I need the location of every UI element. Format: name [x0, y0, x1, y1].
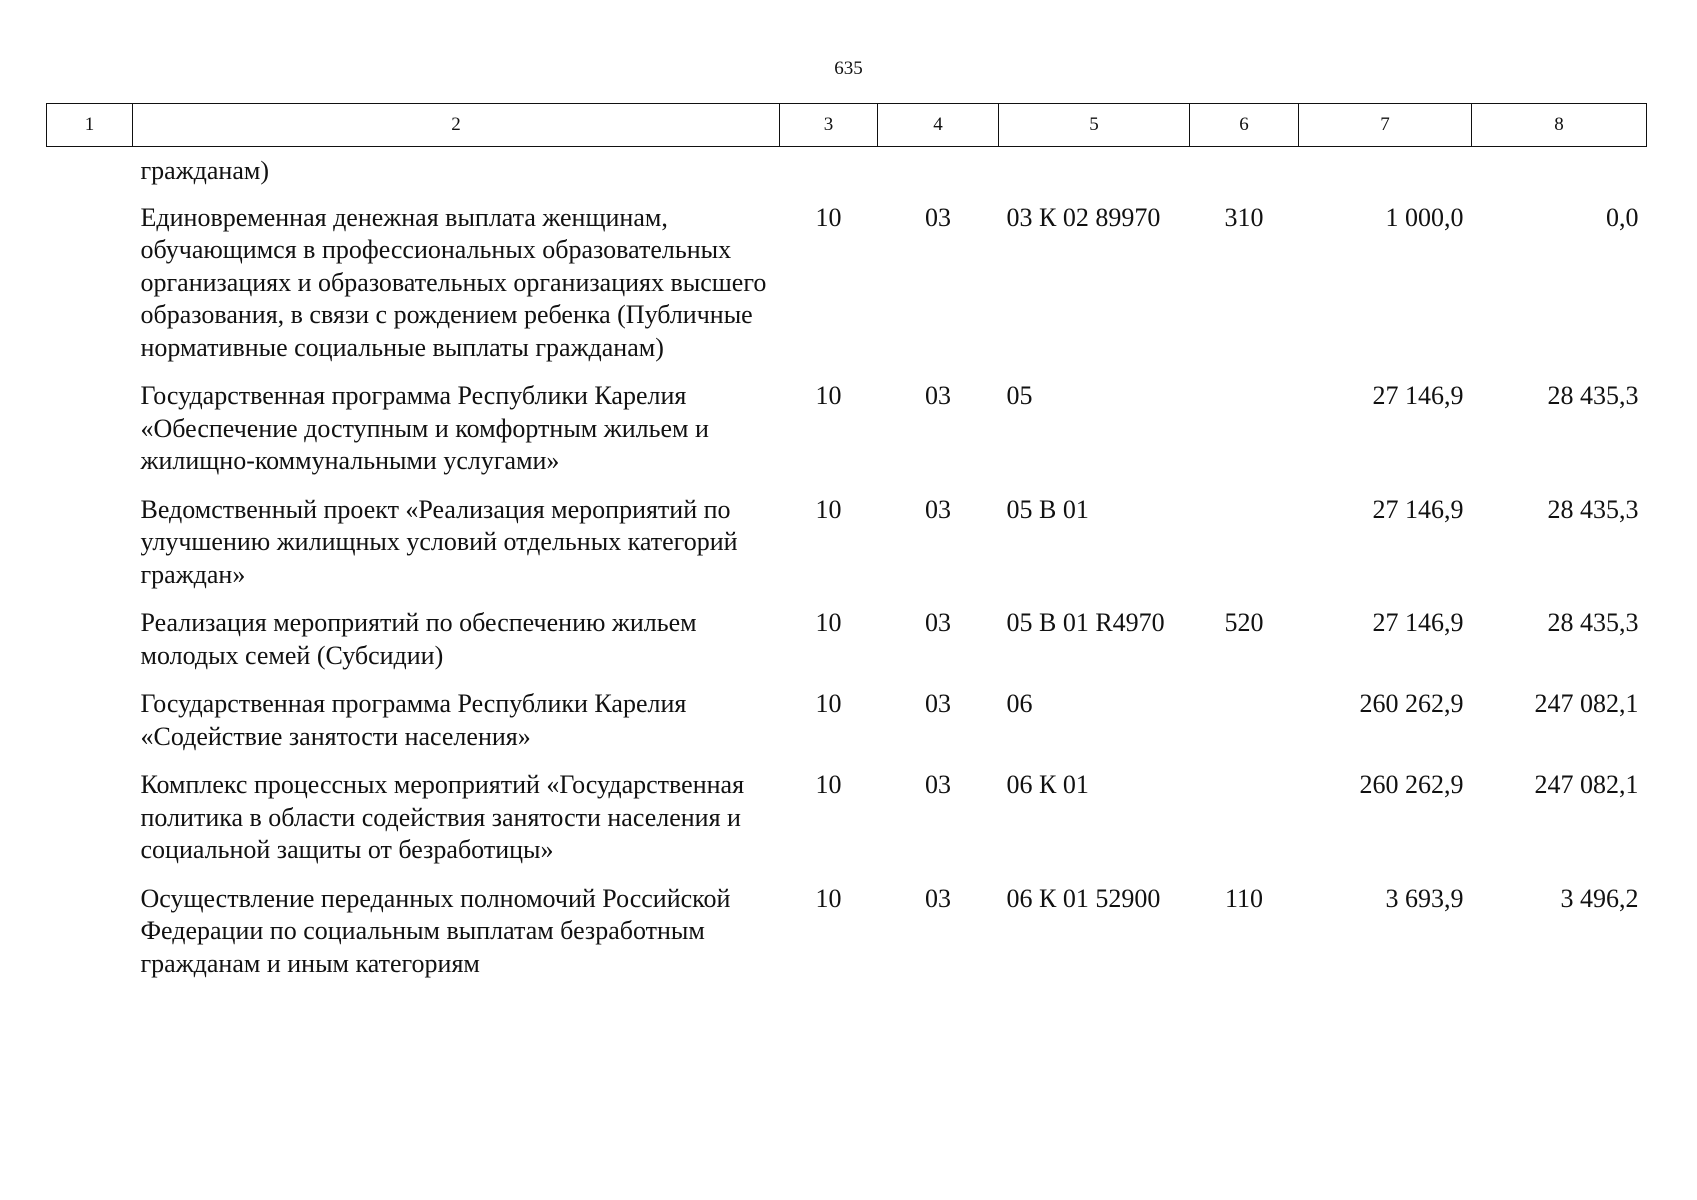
row-section: 10	[815, 608, 842, 637]
empty-cell	[47, 380, 133, 494]
row-name: Комплекс процессных мероприятий «Государственная политика в области содействия занятости населения и социальной защиты от безработицы»	[140, 770, 745, 864]
table-row	[47, 380, 1647, 494]
row-amount-year1: 27 146,9	[1372, 494, 1464, 524]
column-number-8: 8	[1472, 104, 1647, 147]
row-amount-year2: 247 082,1	[1534, 770, 1639, 799]
empty-cell	[47, 607, 133, 688]
column-number-3: 3	[780, 104, 878, 147]
column-number-5: 5	[999, 104, 1190, 147]
row-section: 10	[815, 494, 842, 524]
row-amount-year1	[1299, 147, 1472, 202]
table-row	[47, 607, 1647, 688]
row-target-article: 05	[1006, 381, 1033, 410]
empty-cell	[47, 202, 133, 381]
row-expense-type: 310	[1224, 202, 1264, 232]
row-amount-year2: 247 082,1	[1534, 689, 1639, 718]
row-expense-type: 520	[1224, 608, 1264, 637]
column-number-7: 7	[1299, 104, 1472, 147]
row-amount-year2: 28 435,3	[1547, 381, 1639, 410]
row-expense-type	[1190, 688, 1299, 769]
table-row	[47, 688, 1647, 769]
row-target-article: 06 К 01 52900	[1006, 883, 1161, 913]
empty-cell	[47, 688, 133, 769]
row-target-article: 05 В 01 R4970	[1006, 608, 1165, 637]
row-name: Ведомственный проект «Реализация мероприятий по улучшению жилищных условий отдельных категорий граждан»	[140, 494, 738, 589]
row-target-article: 06	[1006, 689, 1033, 718]
row-amount-year2: 3 496,2	[1560, 883, 1639, 913]
row-name: гражданам)	[140, 156, 270, 185]
row-name: Государственная программа Республики Карелия «Обеспечение доступным и комфортным жильем и жилищно-коммунальными услугами»	[140, 381, 709, 475]
row-section: 10	[815, 202, 842, 232]
row-amount-year2: 0,0	[1606, 202, 1639, 232]
row-target-article: 06 К 01	[1006, 770, 1089, 799]
row-amount-year2: 28 435,3	[1547, 494, 1639, 524]
column-number-4: 4	[878, 104, 999, 147]
row-target-article: 05 В 01	[1006, 494, 1089, 524]
row-expense-type	[1190, 494, 1299, 608]
column-number-6: 6	[1190, 104, 1299, 147]
row-section: 10	[815, 883, 842, 913]
empty-cell	[47, 494, 133, 608]
empty-cell	[47, 769, 133, 883]
table-row	[47, 494, 1647, 608]
budget-table	[46, 103, 1647, 996]
table-row	[47, 883, 1647, 997]
row-amount-year1: 3 693,9	[1385, 883, 1464, 913]
table-row	[47, 202, 1647, 381]
row-section: 10	[815, 770, 842, 799]
empty-cell	[47, 147, 133, 202]
row-name: Реализация мероприятий по обеспечению жильем молодых семей (Субсидии)	[140, 608, 697, 670]
row-amount-year1: 260 262,9	[1359, 770, 1464, 799]
row-subsection: 03	[925, 608, 951, 637]
row-amount-year1: 27 146,9	[1372, 608, 1464, 637]
table-header	[47, 104, 1647, 147]
row-name: Осуществление переданных полномочий Российской Федерации по социальным выплатам безработным гражданам и иным категориям	[140, 883, 731, 978]
row-target-article: 03 К 02 89970	[1006, 202, 1161, 232]
row-amount-year1: 27 146,9	[1372, 381, 1464, 410]
row-amount-year1: 1 000,0	[1385, 202, 1464, 232]
empty-cell	[47, 883, 133, 997]
row-amount-year1: 260 262,9	[1359, 689, 1464, 718]
table-row	[47, 147, 1647, 202]
row-name: Единовременная денежная выплата женщинам, обучающимся в профессиональных образовательных организациях и образовательных организациях высшего образования, в связи с рождением ребенка (Публичные нормативные социальные выплаты гражданам)	[140, 202, 767, 362]
row-subsection: 03	[925, 883, 951, 913]
row-amount-year2: 28 435,3	[1547, 608, 1639, 637]
row-section: 10	[815, 689, 842, 718]
row-subsection	[878, 147, 999, 202]
table-row	[47, 769, 1647, 883]
row-section	[780, 147, 878, 202]
row-expense-type: 110	[1224, 883, 1264, 913]
column-number-1: 1	[47, 104, 133, 147]
row-expense-type	[1190, 147, 1299, 202]
page-number: 635	[834, 58, 863, 79]
row-expense-type	[1190, 769, 1299, 883]
row-amount-year2	[1472, 147, 1647, 202]
row-subsection: 03	[925, 770, 951, 799]
row-name: Государственная программа Республики Карелия «Содействие занятости населения»	[140, 689, 687, 751]
row-subsection: 03	[925, 494, 951, 524]
row-section: 10	[815, 381, 842, 410]
row-subsection: 03	[925, 689, 951, 718]
row-subsection: 03	[925, 381, 951, 410]
row-expense-type	[1190, 380, 1299, 494]
row-target-article	[999, 147, 1190, 202]
table-body	[47, 147, 1647, 997]
row-subsection: 03	[925, 202, 951, 232]
column-number-row	[47, 104, 1647, 147]
column-number-2: 2	[133, 104, 780, 147]
